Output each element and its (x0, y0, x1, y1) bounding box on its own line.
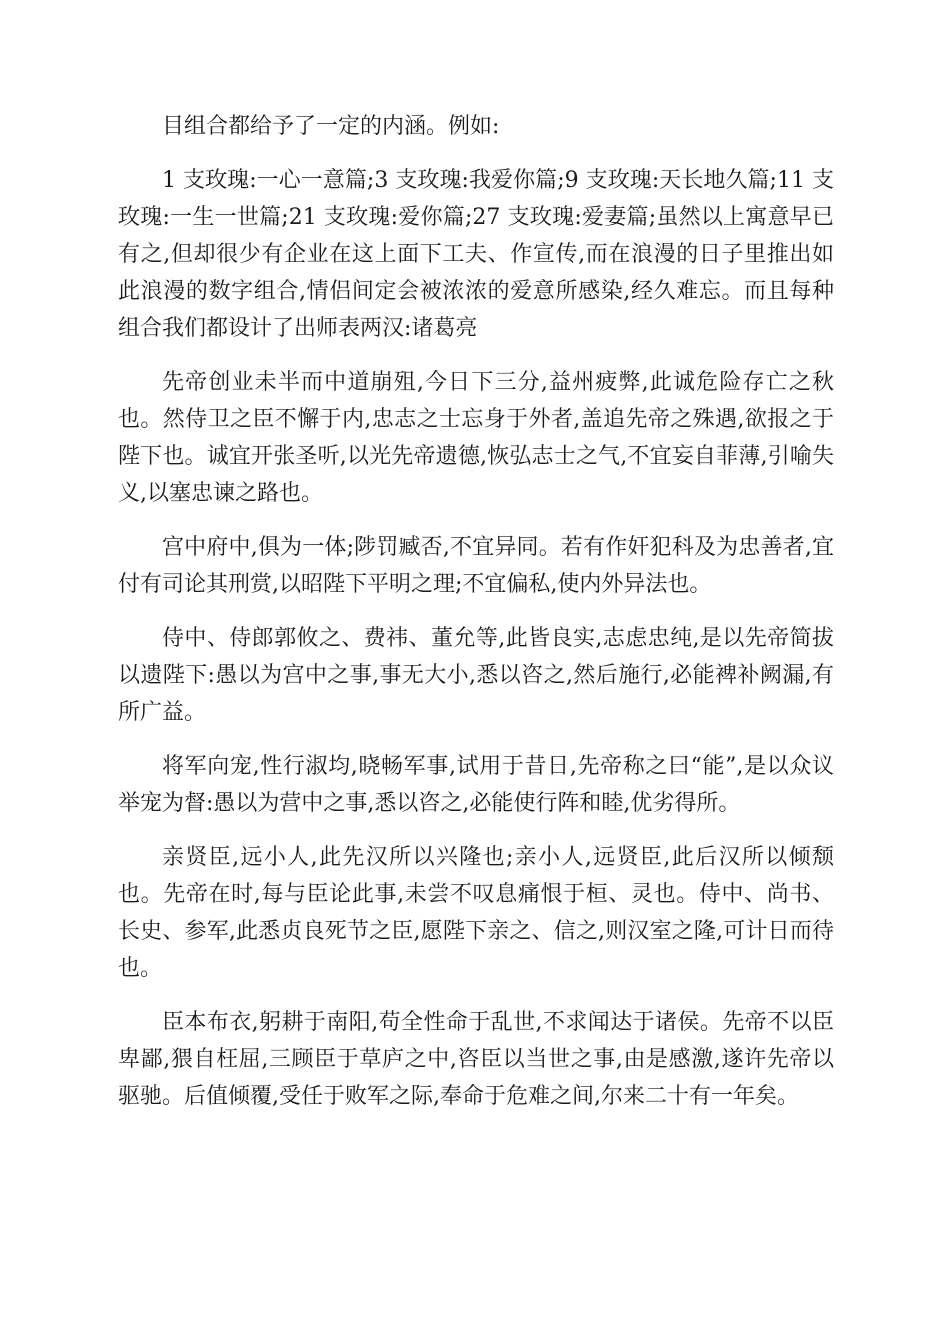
paragraph-chushibiao-5: 亲贤臣,远小人,此先汉所以兴隆也;亲小人,远贤臣,此后汉所以倾颓也。先帝在时,每与臣论此事,未尝不叹息痛恨于桓、灵也。侍中、尚书、长史、参军,此悉贞良死节之臣,愿陛下亲之、信之,则汉室之隆,可计日而待也。 (118, 845, 834, 981)
paragraph-chushibiao-6: 臣本布衣,躬耕于南阳,苟全性命于乱世,不求闻达于诸侯。先帝不以臣卑鄙,猥自枉屈,三顾臣于草庐之中,咨臣以当世之事,由是感激,遂许先帝以驱驰。后值倾覆,受任于败军之际,奉命于危难之间,尔来二十有一年矣。 (118, 1010, 834, 1109)
paragraph-chushibiao-1: 先帝创业未半而中道崩殂,今日下三分,益州疲弊,此诚危险存亡之秋也。然侍卫之臣不懈于内,忠志之士忘身于外者,盖追先帝之殊遇,欲报之于陛下也。诚宜开张圣听,以光先帝遗德,恢弘志士之气,不宜妄自菲薄,引喻失义,以塞忠谏之路也。 (118, 370, 834, 506)
paragraph-chushibiao-3: 侍中、侍郎郭攸之、费祎、董允等,此皆良实,志虑忠纯,是以先帝简拔以遗陛下:愚以为宫中之事,事无大小,悉以咨之,然后施行,必能裨补阙漏,有所广益。 (118, 626, 834, 725)
document-body (118, 108, 834, 1132)
paragraph-chushibiao-4: 将军向宠,性行淑均,晓畅军事,试用于昔日,先帝称之曰“能”,是以众议举宠为督:愚以为营中之事,悉以咨之,必能使行阵和睦,优劣得所。 (118, 754, 834, 816)
paragraph-intro: 目组合都给予了一定的内涵。例如: (162, 114, 500, 139)
paragraph-roses: 1 支玫瑰:一心一意篇;3 支玫瑰:我爱你篇;9 支玫瑰:天长地久篇;11 支玫瑰:一生一世篇;21 支玫瑰:爱你篇;27 支玫瑰:爱妻篇;虽然以上寓意早已有之,但却很少有企业在这上面下工夫、作宣传,而在浪漫的日子里推出如此浪漫的数字组合,情侣间定会被浓浓的爱意所感染,经久难忘。而且每种组合我们都设计了出师表两汉:诸葛亮 (118, 168, 834, 341)
paragraph-chushibiao-2: 宫中府中,俱为一体;陟罚臧否,不宜异同。若有作奸犯科及为忠善者,宜付有司论其刑赏,以昭陛下平明之理;不宜偏私,使内外异法也。 (118, 535, 834, 597)
